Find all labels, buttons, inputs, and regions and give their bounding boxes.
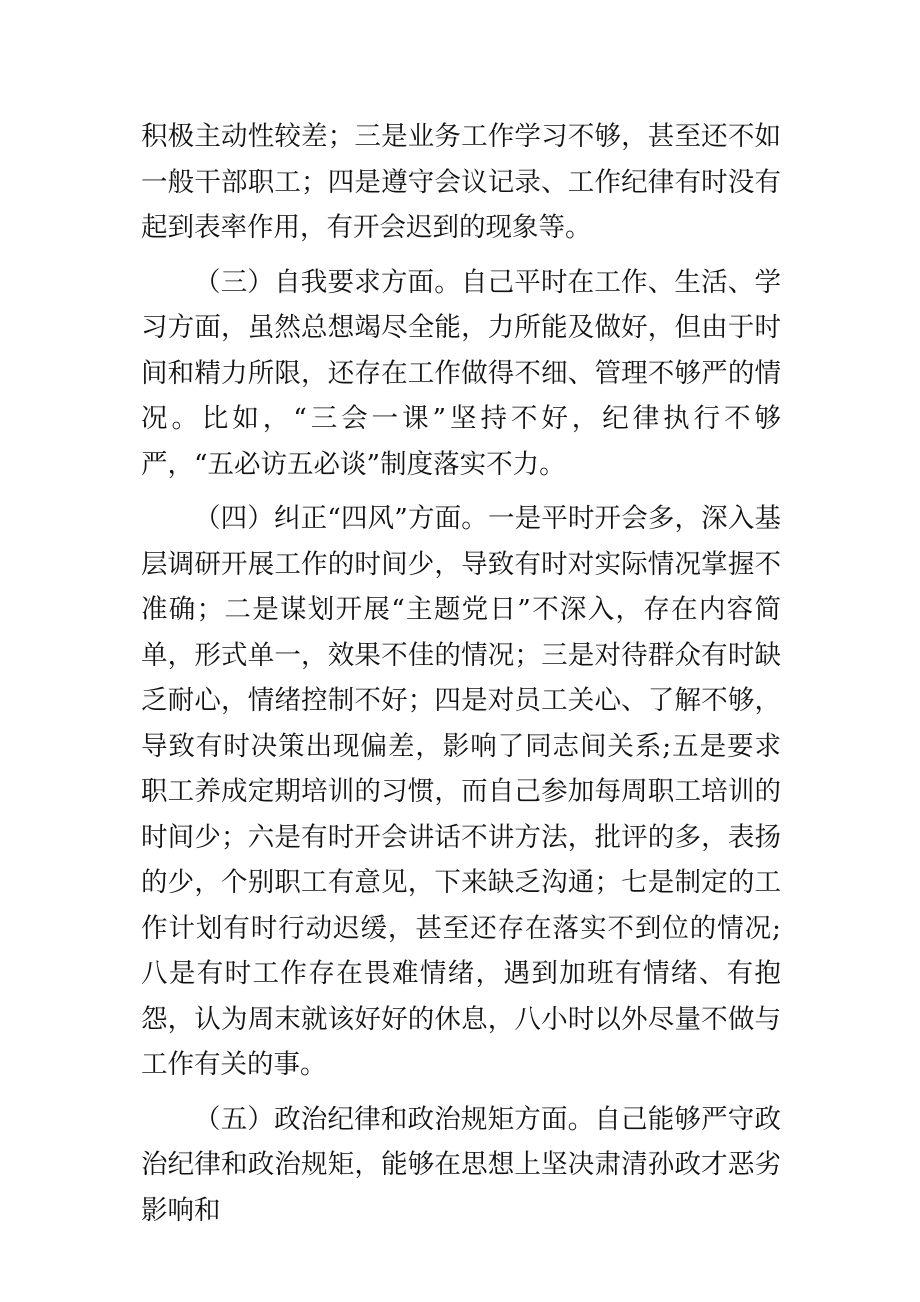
paragraph-self-requirements: （三）自我要求方面。自己平时在工作、生活、学习方面，虽然总想竭尽全能，力所能及做好，但由于时间和精力所限，还存在工作做得不细、管理不够严的情况。比如，“三会一课”坚持不好，纪律执行不够严，“五必访五必谈”制度落实不力。	[141, 266, 781, 480]
paragraph-continuation: 积极主动性较差；三是业务工作学习不够，甚至还不如一般干部职工；四是遵守会议记录、工作纪律有时没有起到表率作用，有开会迟到的现象等。	[141, 121, 781, 243]
paragraph-four-winds: （四）纠正“四风”方面。一是平时开会多，深入基层调研开展工作的时间少，导致有时对实际情况掌握不准确；二是谋划开展“主题党日”不深入，存在内容简单，形式单一，效果不佳的情况；三是对待群众有时缺乏耐心，情绪控制不好；四是对员工关心、了解不够，导致有时决策出现偏差，影响了同志间关系;五是要求职工养成定期培训的习惯，而自己参加每周职工培训的时间少；六是有时开会讲话不讲方法，批评的多，表扬的少，个别职工有意见，下来缺乏沟通；七是制定的工作计划有时行动迟缓，甚至还存在落实不到位的情况;八是有时工作存在畏难情绪，遇到加班有情绪、有抱怨，认为周末就该好好的休息，八小时以外尽量不做与工作有关的事。	[141, 503, 781, 1080]
document-body	[141, 114, 781, 1242]
paragraph-political-discipline: （五）政治纪律和政治规矩方面。自己能够严守政治纪律和政治规矩，能够在思想上坚决肃清孙政才恶劣影响和	[141, 1103, 781, 1226]
